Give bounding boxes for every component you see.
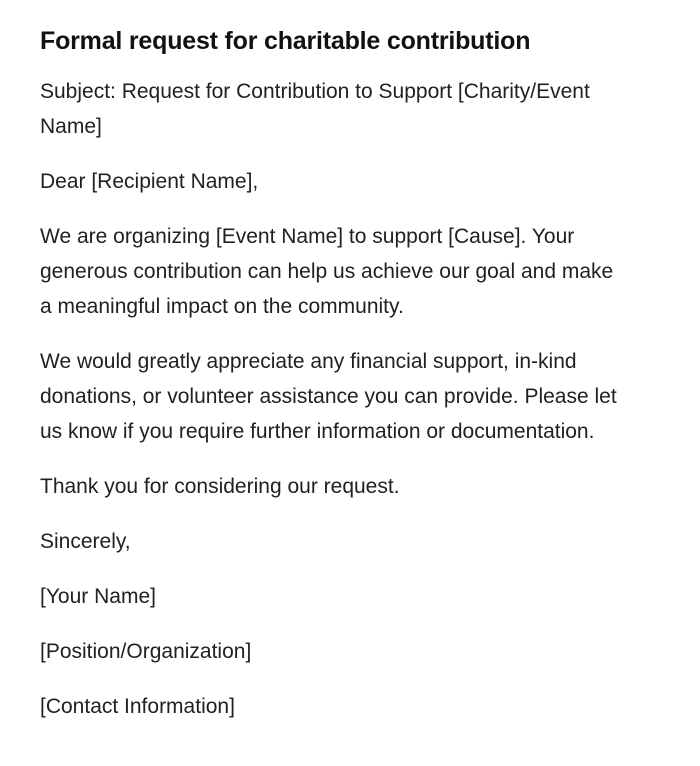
signature-name-placeholder: [Your Name]: [40, 585, 156, 608]
signature-position-placeholder: [Position/Organization]: [40, 640, 252, 663]
subject-line: Subject: Request for Contribution to Support [Charity/Event Name]: [40, 80, 590, 138]
closing-line: Sincerely,: [40, 530, 131, 553]
signature-contact-placeholder: [Contact Information]: [40, 695, 235, 718]
document-title: Formal request for charitable contribution: [40, 27, 531, 55]
salutation: Dear [Recipient Name],: [40, 170, 259, 193]
thank-you-line: Thank you for considering our request.: [40, 475, 400, 498]
body-paragraph-1: We are organizing [Event Name] to support [Cause]. Your generous contribution can help us achieve our goal and make a meaningful impact on the community.: [40, 225, 614, 318]
body-paragraph-2: We would greatly appreciate any financial support, in-kind donations, or volunteer assistance you can provide. Please let us know if you require further information or documentation.: [40, 350, 617, 443]
